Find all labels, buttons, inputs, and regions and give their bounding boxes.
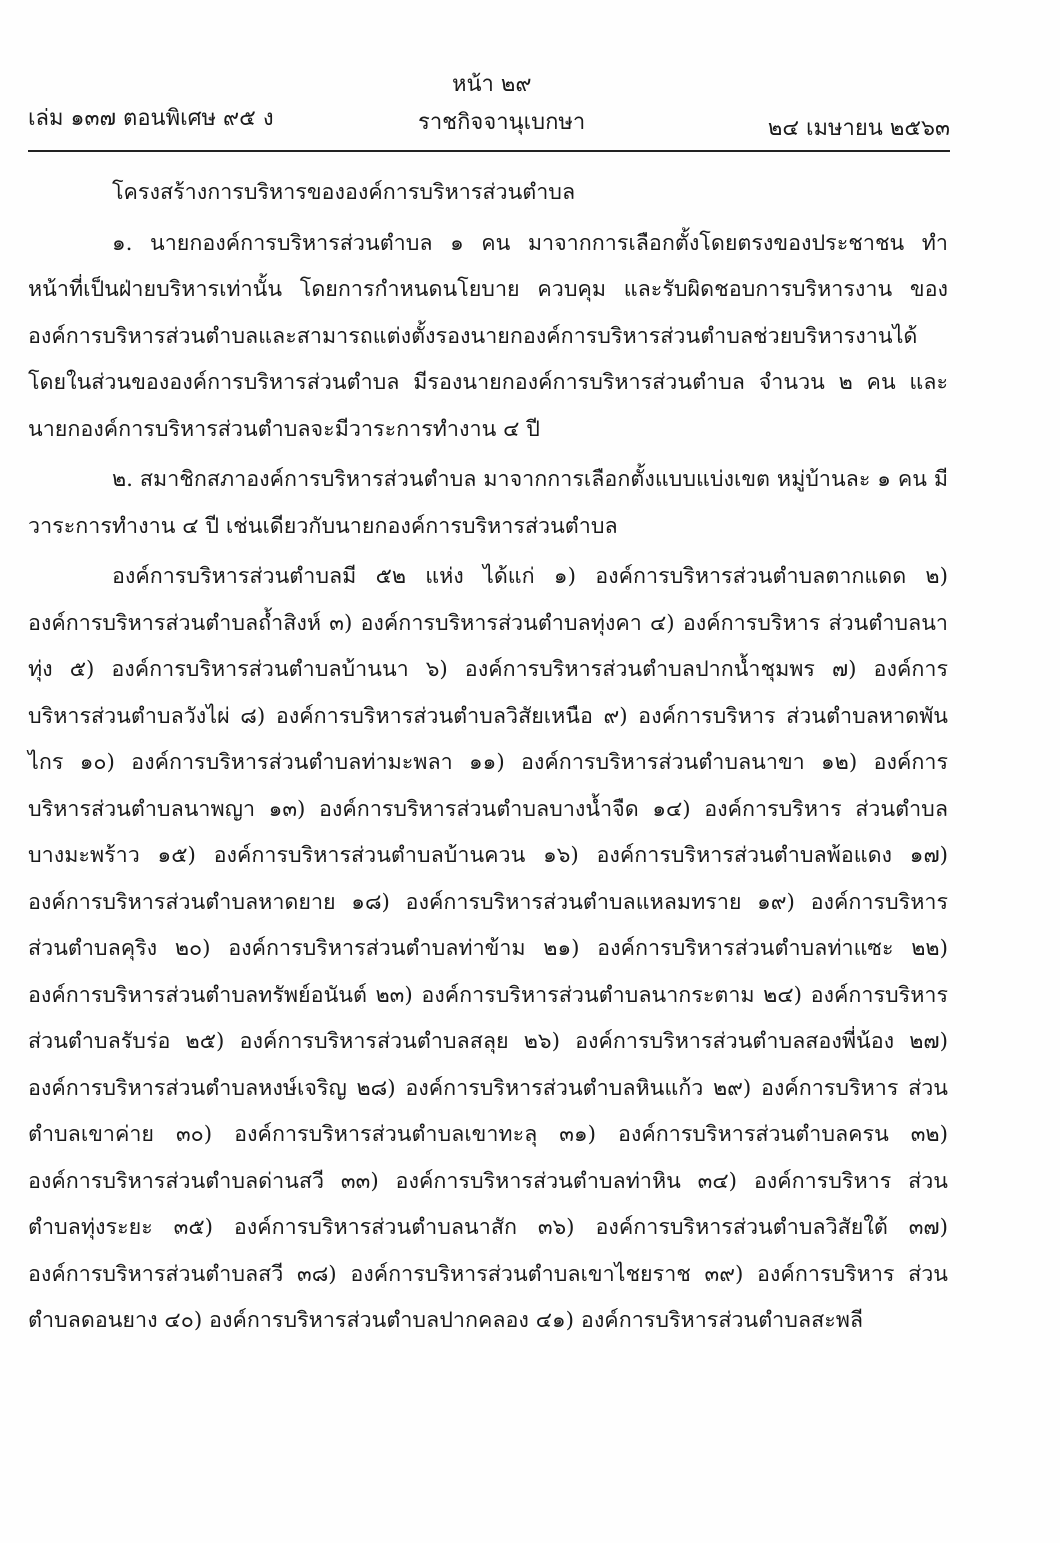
document-body [28,170,948,1345]
paragraph-council-members: ๒. สมาชิกสภาองค์การบริหารส่วนตำบล มาจากการเลือกตั้งแบบแบ่งเขต หมู่บ้านละ ๑ คน มีวาระการทำงาน ๔ ปี เช่นเดียวกับนายกองค์การบริหารส่วนตำบล [28,467,948,539]
gazette-title: ราชกิจจานุเบกษา [418,110,586,135]
page-header [28,60,950,152]
section-heading: โครงสร้างการบริหารขององค์การบริหารส่วนตำบล [112,180,576,205]
header-rule [28,150,950,152]
page-number: หน้า ๒๙ [452,72,532,97]
paragraph-chief-executive: ๑. นายกองค์การบริหารส่วนตำบล ๑ คน มาจากการเลือกตั้งโดยตรงของประชาชน ทำหน้าที่เป็นฝ่ายบริหารเท่านั้น โดยการกำหนดนโยบาย ควบคุม และรับผิดชอบการบริหารงาน ขององค์การบริหารส่วนตำบลและสามารถแต่งตั้งรองนายกองค์การบริหารส่วนตำบลช่วยบริหารงานได้ โดยในส่วนขององค์การบริหารส่วนตำบล มีรองนายกองค์การบริหารส่วนตำบล จำนวน ๒ คน และนายกองค์การบริหารส่วนตำบลจะมีวาระการทำงาน ๔ ปี [28,230,948,442]
volume-issue: เล่ม ๑๓๗ ตอนพิเศษ ๙๕ ง [28,106,274,131]
paragraph-tao-list: องค์การบริหารส่วนตำบลมี ๕๒ แห่ง ได้แก่ ๑) องค์การบริหารส่วนตำบลตากแดด ๒) องค์การบริหารส่วนตำบลถ้ำสิงห์ ๓) องค์การบริหารส่วนตำบลทุ่งคา ๔) องค์การบริหาร ส่วนตำบลนาทุ่ง ๕) องค์การบริหารส่วนตำบลบ้านนา ๖) องค์การบริหารส่วนตำบลปากน้ำชุมพร ๗) องค์การบริหารส่วนตำบลวังไผ่ ๘) องค์การบริหารส่วนตำบลวิสัยเหนือ ๙) องค์การบริหาร ส่วนตำบลหาดพันไกร ๑๐) องค์การบริหารส่วนตำบลท่ามะพลา ๑๑) องค์การบริหารส่วนตำบลนาขา ๑๒) องค์การบริหารส่วนตำบลนาพญา ๑๓) องค์การบริหารส่วนตำบลบางน้ำจืด ๑๔) องค์การบริหาร ส่วนตำบลบางมะพร้าว ๑๕) องค์การบริหารส่วนตำบลบ้านควน ๑๖) องค์การบริหารส่วนตำบลพ้อแดง ๑๗) องค์การบริหารส่วนตำบลหาดยาย ๑๘) องค์การบริหารส่วนตำบลแหลมทราย ๑๙) องค์การบริหาร ส่วนตำบลคุริง ๒๐) องค์การบริหารส่วนตำบลท่าข้าม ๒๑) องค์การบริหารส่วนตำบลท่าแซะ ๒๒) องค์การบริหารส่วนตำบลทรัพย์อนันต์ ๒๓) องค์การบริหารส่วนตำบลนากระตาม ๒๔) องค์การบริหาร ส่วนตำบลรับร่อ ๒๕) องค์การบริหารส่วนตำบลสลุย ๒๖) องค์การบริหารส่วนตำบลสองพี่น้อง ๒๗) องค์การบริหารส่วนตำบลหงษ์เจริญ ๒๘) องค์การบริหารส่วนตำบลหินแก้ว ๒๙) องค์การบริหาร ส่วนตำบลเขาค่าย ๓๐) องค์การบริหารส่วนตำบลเขาทะลุ ๓๑) องค์การบริหารส่วนตำบลครน ๓๒) องค์การบริหารส่วนตำบลด่านสวี ๓๓) องค์การบริหารส่วนตำบลท่าหิน ๓๔) องค์การบริหาร ส่วนตำบลทุ่งระยะ ๓๕) องค์การบริหารส่วนตำบลนาสัก ๓๖) องค์การบริหารส่วนตำบลวิสัยใต้ ๓๗) องค์การบริหารส่วนตำบลสวี ๓๘) องค์การบริหารส่วนตำบลเขาไชยราช ๓๙) องค์การบริหาร ส่วนตำบลดอนยาง ๔๐) องค์การบริหารส่วนตำบลปากคลอง ๔๑) องค์การบริหารส่วนตำบลสะพลี [28,564,948,1333]
publication-date: ๒๔ เมษายน ๒๕๖๓ [767,116,950,141]
